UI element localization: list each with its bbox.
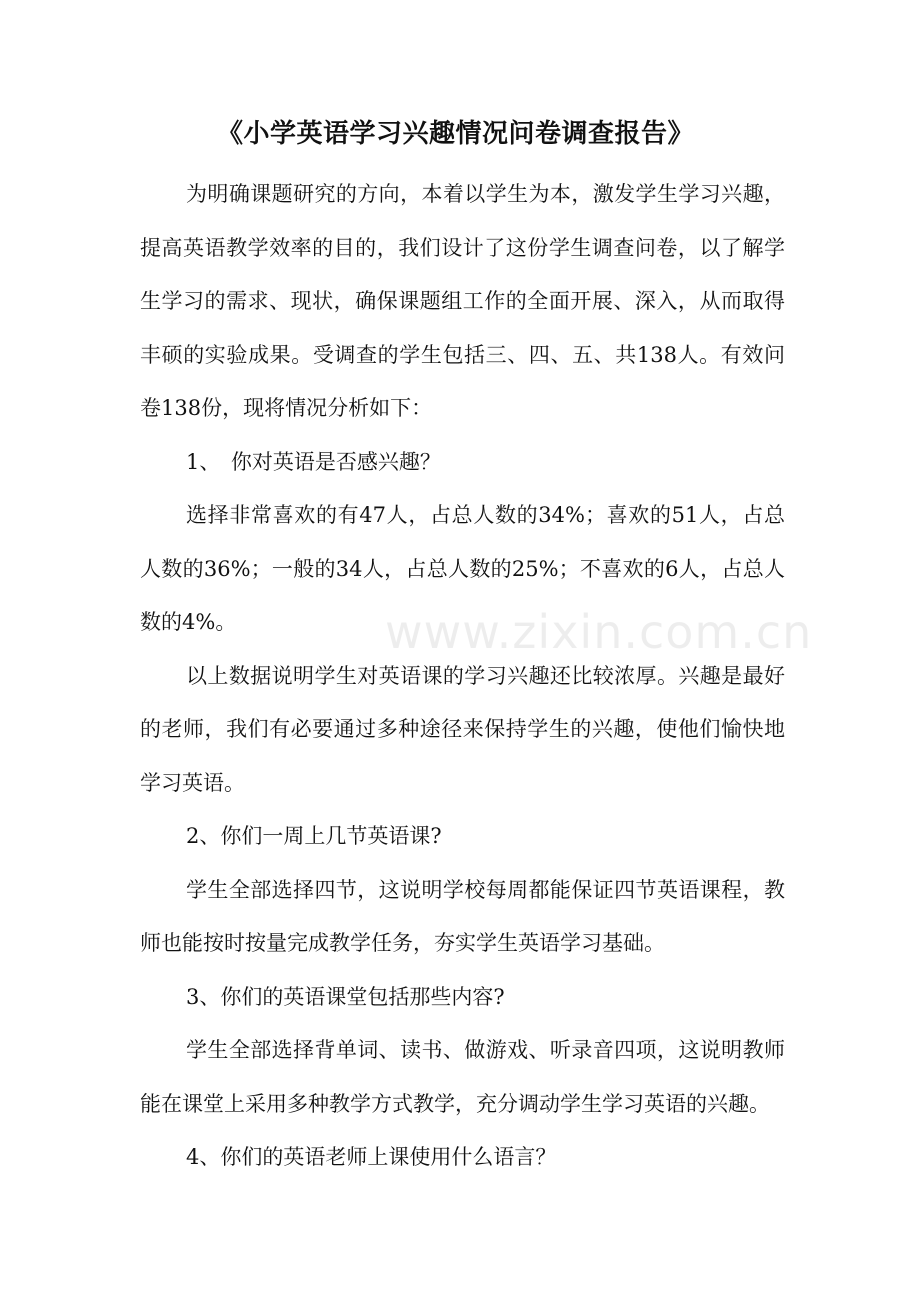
document-page xyxy=(140,112,785,1185)
question-2: 2、你们一周上几节英语课? xyxy=(186,824,442,848)
question-1: 1、 你对英语是否感兴趣？ xyxy=(186,449,441,474)
answer-2: 学生全部选择四节，这说明学校每周都能保证四节英语课程，教师也能按时按量完成教学任务，夯实学生英语学习基础。 xyxy=(140,877,785,955)
watermark: www.zixin.com.cn xyxy=(385,605,813,659)
question-4: 4、你们的英语老师上课使用什么语言？ xyxy=(186,1145,557,1169)
answer-1-analysis: 以上数据说明学生对英语课的学习兴趣还比较浓厚。兴趣是最好的老师，我们有必要通过多种途径来保持学生的兴趣，使他们愉快地学习英语。 xyxy=(140,663,785,795)
answer-3: 学生全部选择背单词、读书、做游戏、听录音四项，这说明教师能在课堂上采用多种教学方式教学，充分调动学生学习英语的兴趣。 xyxy=(140,1038,785,1116)
intro-paragraph: 为明确课题研究的方向，本着以学生为本，激发学生学习兴趣，提高英语教学效率的目的，我们设计了这份学生调查问卷，以了解学生学习的需求、现状，确保课题组工作的全面开展、深入，从而取得丰硕的实验成果。受调查的学生包括三、四、五、共138人。有效问卷138份，现将情况分析如下： xyxy=(140,182,785,420)
document-title: 《小学英语学习兴趣情况问卷调查报告》 xyxy=(216,119,694,149)
answer-1-stats: 选择非常喜欢的有47人，占总人数的34%；喜欢的51人，占总人数的36%；一般的34人，占总人数的25%；不喜欢的6人，占总人数的4%。 xyxy=(140,503,785,634)
question-3: 3、你们的英语课堂包括那些内容? xyxy=(186,984,505,1009)
